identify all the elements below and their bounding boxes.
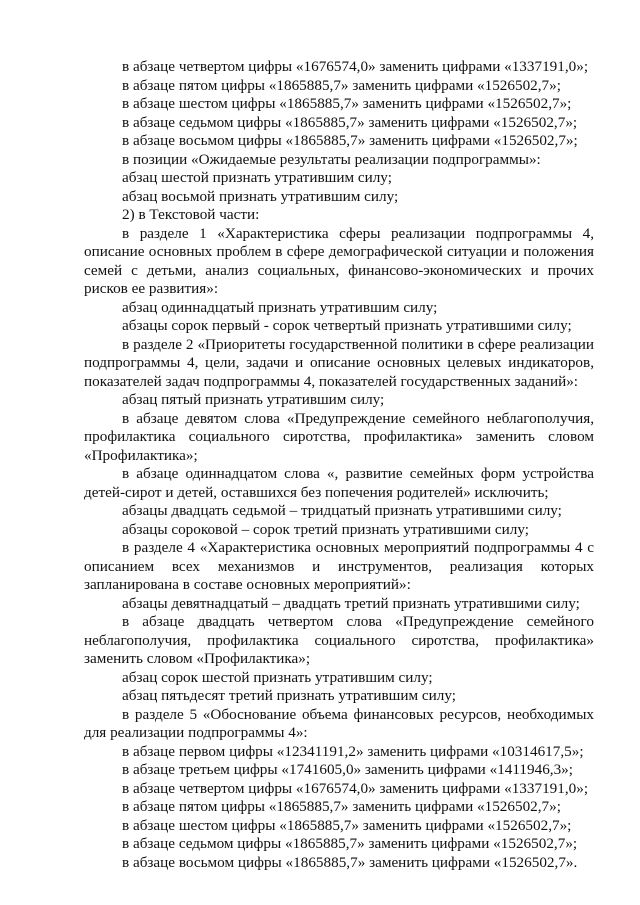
text-line: абзацы двадцать седьмой – тридцатый признать утратившими силу; [122, 502, 562, 519]
text-line: абзацы сороковой – сорок третий признать утратившими силу; [122, 520, 529, 538]
text-line: описание основных проблем в сфере демографической ситуации и положения [84, 243, 594, 260]
text-line: абзац шестой признать утратившим силу; [122, 169, 392, 186]
text-line: «Профилактика»; [84, 446, 198, 464]
text-line: абзац сорок шестой признать утратившим силу; [122, 668, 433, 686]
text-line: профилактика социального сиротства, профилактика» заменить словом [84, 428, 594, 445]
text-line: в разделе 2 «Приоритеты государственной политики в сфере реализации [122, 335, 594, 353]
text-line: в абзаце восьмом цифры «1865885,7» заменить цифрами «1526502,7». [122, 853, 578, 871]
text-line: в разделе 1 «Характеристика сферы реализации подпрограммы 4, [122, 224, 594, 242]
text-line: в абзаце четвертом цифры «1676574,0» заменить цифрами «1337191,0»; [122, 58, 589, 75]
text-line: рисков ее развития»: [84, 280, 219, 297]
text-line: абзац пятьдесят третий признать утратившим силу; [122, 687, 456, 704]
text-line: в абзаце двадцать четвертом слова «Предупреждение семейного [122, 613, 594, 630]
text-line: абзац пятый признать утратившим силу; [122, 391, 385, 408]
text-line: в абзаце седьмом цифры «1865885,7» заменить цифрами «1526502,7»; [122, 835, 578, 852]
text-line: в позиции «Ожидаемые результаты реализации подпрограммы»: [122, 150, 541, 168]
text-line: в абзаце пятом цифры «1865885,7» заменить цифрами «1526502,7»; [122, 798, 561, 815]
text-line: абзац одиннадцатый признать утратившим силу; [122, 298, 438, 316]
document-page [84, 58, 594, 872]
text-line: в абзаце пятом цифры «1865885,7» заменить цифрами «1526502,7»; [122, 76, 561, 94]
text-line: в разделе 4 «Характеристика основных мероприятий подпрограммы 4 с [122, 539, 594, 556]
text-line: неблагополучия, профилактика социального сиротства, профилактика» [84, 631, 594, 649]
text-line: абзац восьмой признать утратившим силу; [122, 187, 399, 205]
text-line: показателей задач подпрограммы 4, показателей государственных заданий»: [84, 372, 579, 390]
text-line: детей-сирот и детей, оставшихся без попечения родителей» исключить; [84, 483, 549, 501]
text-line: в абзаце третьем цифры «1741605,0» заменить цифрами «1411946,3»; [122, 761, 573, 778]
text-line: абзацы сорок первый - сорок четвертый признать утратившими силу; [122, 317, 572, 334]
text-line: в абзаце четвертом цифры «1676574,0» заменить цифрами «1337191,0»; [122, 779, 589, 797]
text-line: в разделе 5 «Обоснование объема финансовых ресурсов, необходимых [122, 705, 594, 723]
text-line: в абзаце шестом цифры «1865885,7» заменить цифрами «1526502,7»; [122, 95, 572, 112]
text-line: в абзаце восьмом цифры «1865885,7» заменить цифрами «1526502,7»; [122, 132, 578, 149]
text-line: подпрограммы 4, цели, задачи и описание основных целевых индикаторов, [84, 354, 594, 371]
text-line: для реализации подпрограммы 4»: [84, 724, 308, 741]
text-line: семей с детьми, анализ социальных, финансово-экономических и прочих [84, 261, 594, 279]
text-line: в абзаце седьмом цифры «1865885,7» заменить цифрами «1526502,7»; [122, 113, 578, 131]
text-line: в абзаце одиннадцатом слова «, развитие семейных форм устройства [122, 465, 594, 482]
text-line: 2) в Текстовой части: [122, 206, 260, 223]
text-line: в абзаце первом цифры «12341191,2» заменить цифрами «10314617,5»; [122, 742, 584, 760]
text-line: заменить словом «Профилактика»; [84, 650, 311, 667]
text-line: абзацы девятнадцатый – двадцать третий признать утратившими силу; [122, 594, 580, 612]
text-line: описанием всех механизмов и инструментов, реализация которых [84, 557, 594, 575]
text-line: в абзаце шестом цифры «1865885,7» заменить цифрами «1526502,7»; [122, 816, 572, 834]
text-line: в абзаце девятом слова «Предупреждение семейного неблагополучия, [122, 409, 594, 427]
text-line: запланирована в составе основных мероприятий»: [84, 576, 411, 593]
